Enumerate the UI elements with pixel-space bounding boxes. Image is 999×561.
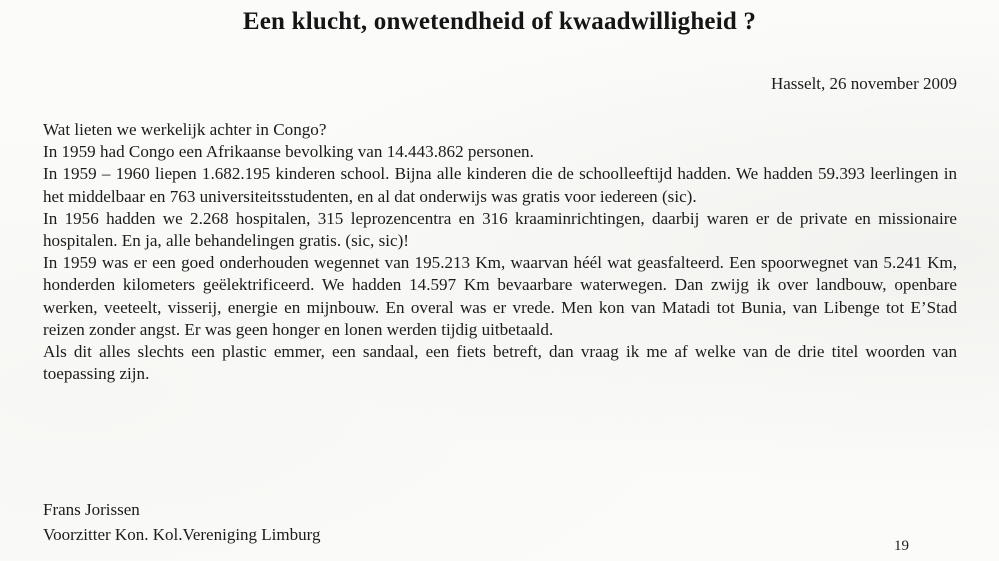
paragraph-education: In 1959 – 1960 liepen 1.682.195 kinderen school. Bijna alle kinderen die de schoolleeftijd hadden. We hadden 59.393 leerlingen in het middelbaar en 763 universiteitsstudenten, en al dat onderwijs was gratis voor iedereen (sic).: [43, 164, 957, 206]
paragraph-infrastructure: In 1959 was er een goed onderhouden wegennet van 195.213 Km, waarvan héél wat geasfalteerd. Een spoorwegnet van 5.241 Km, honderden kilometers geëlektrificeerd. We hadden 14.597 Km bevaarbare waterwegen. Dan zwijg ik over landbouw, openbare werken, veeteelt, visserij, energie en mijnbouw. En overal was er vrede. Men kon van Matadi tot Bunia, van Libenge tot E’Stad reizen zonder angst. Er was geen honger en lonen werden tijdig uitbetaald.: [43, 253, 957, 339]
article-body: [43, 119, 957, 385]
page-title: Een klucht, onwetendheid of kwaadwilligheid ?: [242, 8, 757, 35]
signature-role: Voorzitter Kon. Kol.Vereniging Limburg: [43, 525, 321, 544]
paragraph-conclusion: Als dit alles slechts een plastic emmer, een sandaal, een fiets betreft, dan vraag ik me af welke van de drie titel woorden van toepassing zijn.: [43, 342, 957, 384]
paragraph-healthcare: In 1956 hadden we 2.268 hospitalen, 315 leprozencentra en 316 kraaminrichtingen, daarbij waren er de private en missionaire hospitalen. En ja, alle behandelingen gratis. (sic, sic)!: [43, 208, 957, 251]
signature-block: [43, 497, 320, 547]
paragraph-intro-question: Wat lieten we werkelijk achter in Congo?: [43, 120, 327, 139]
paragraph-population: In 1959 had Congo een Afrikaanse bevolking van 14.443.862 personen.: [43, 142, 534, 162]
dateline: Hasselt, 26 november 2009: [770, 74, 957, 93]
page-number: 19: [894, 538, 909, 554]
signature-name: Frans Jorissen: [43, 500, 140, 519]
